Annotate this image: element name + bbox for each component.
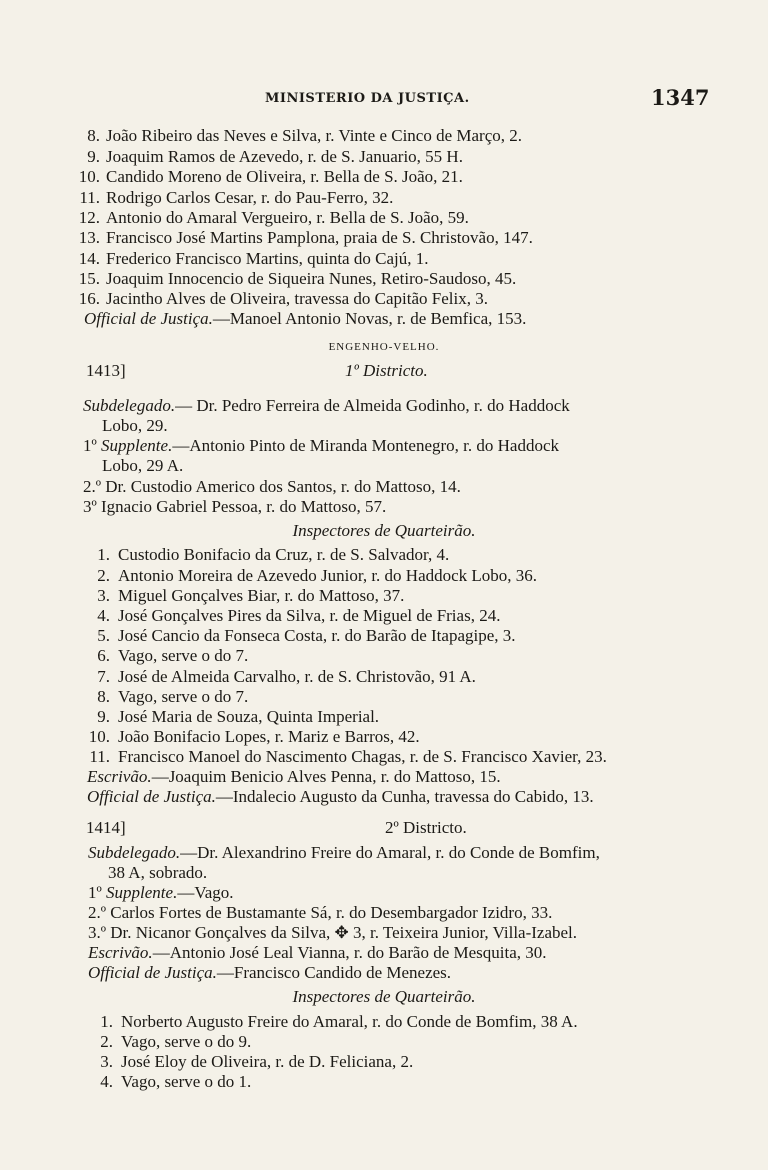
supplente-cont: Lobo, 29 A. [102,456,184,475]
supplente-entry: 2.º Carlos Fortes de Bustamante Sá, r. do Desembargador Izidro, 33. [88,903,553,922]
supplente-entry: 1º Supplente.—Vago. [88,883,234,902]
list-item: 7. José de Almeida Carvalho, r. de S. Christovão, 91 A. [97,667,476,686]
inspectores-heading: Inspectores de Quarteirão. [292,521,476,540]
running-title: MINISTERIO DA JUSTIÇA. [265,91,470,106]
list-item: 3. Miguel Gonçalves Biar, r. do Mattoso, 37. [97,586,405,605]
list-item: 6. Vago, serve o do 7. [97,646,249,665]
list-item: 11. Francisco Manoel do Nascimento Chagas, r. de S. Francisco Xavier, 23. [89,747,607,766]
escrivao-entry: Escrivão.—Antonio José Leal Vianna, r. do Barão de Mesquita, 30. [88,943,547,962]
district-title: 2º Districto. [385,818,467,837]
district-title: 1º Districto. [345,361,428,380]
supplente-entry: 3º Ignacio Gabriel Pessoa, r. do Mattoso, 57. [83,497,387,516]
list-item: 3. José Eloy de Oliveira, r. de D. Feliciana, 2. [100,1052,414,1071]
subdelegado-entry: Subdelegado.— Dr. Pedro Ferreira de Almeida Godinho, r. do Haddock [83,396,570,415]
list-item: 5. José Cancio da Fonseca Costa, r. do Barão de Itapagipe, 3. [97,626,516,645]
inspectores-heading: Inspectores de Quarteirão. [292,987,476,1006]
list-item: 9. José Maria de Souza, Quinta Imperial. [97,707,380,726]
official-entry: Official de Justiça.—Francisco Candido de Menezes. [88,963,452,982]
list-item: 14. Frederico Francisco Martins, quinta do Cajú, 1. [78,249,429,268]
official-entry: Official de Justiça.—Indalecio Augusto da Cunha, travessa do Cabido, 13. [87,787,594,806]
list-item: 9. Joaquim Ramos de Azevedo, r. de S. Januario, 55 H. [87,147,463,166]
escrivao-entry: Escrivão.—Joaquim Benicio Alves Penna, r. do Mattoso, 15. [87,767,501,786]
page-header [0,85,768,115]
official-entry: Official de Justiça.—Manoel Antonio Novas, r. de Bemfica, 153. [84,309,527,328]
supplente-entry: 1º Supplente.—Antonio Pinto de Miranda Montenegro, r. do Haddock [83,436,560,455]
list-item: 8. João Ribeiro das Neves e Silva, r. Vinte e Cinco de Março, 2. [87,126,523,145]
list-item: 13. Francisco José Martins Pamplona, praia de S. Christovão, 147. [78,228,533,247]
list-item: 1. Custodio Bonifacio da Cruz, r. de S. Salvador, 4. [97,545,450,564]
page-number: 1347 [651,85,710,110]
reference-number: 1414] [86,818,126,837]
list-item: 2. Antonio Moreira de Azevedo Junior, r. do Haddock Lobo, 36. [97,566,538,585]
list-item: 8. Vago, serve o do 7. [97,687,249,706]
list-item: 2. Vago, serve o do 9. [100,1032,252,1051]
subdelegado-cont: 38 A, sobrado. [108,863,208,882]
subdelegado-entry: Subdelegado.—Dr. Alexandrino Freire do Amaral, r. do Conde de Bomfim, [88,843,600,862]
list-item: 11. Rodrigo Carlos Cesar, r. do Pau-Ferro, 32. [79,188,394,207]
reference-number: 1413] [86,361,126,380]
list-item: 10. Candido Moreno de Oliveira, r. Bella de S. João, 21. [78,167,463,186]
subdelegado-cont: Lobo, 29. [102,416,168,435]
list-item: 10. João Bonifacio Lopes, r. Mariz e Barros, 42. [88,727,420,746]
list-item: 12. Antonio do Amaral Vergueiro, r. Bella de S. João, 59. [78,208,469,227]
list-item: 4. José Gonçalves Pires da Silva, r. de Miguel de Frias, 24. [97,606,501,625]
supplente-entry: 3.º Dr. Nicanor Gonçalves da Silva, ✥ 3, r. Teixeira Junior, Villa-Izabel. [88,923,578,942]
section-title: ENGENHO-VELHO. [328,341,440,353]
supplente-entry: 2.º Dr. Custodio Americo dos Santos, r. do Mattoso, 14. [83,477,461,496]
list-item: 4. Vago, serve o do 1. [100,1072,252,1091]
list-item: 1. Norberto Augusto Freire do Amaral, r. do Conde de Bomfim, 38 A. [100,1012,578,1031]
list-item: 16. Jacintho Alves de Oliveira, travessa do Capitão Felix, 3. [78,289,488,308]
list-item: 15. Joaquim Innocencio de Siqueira Nunes, Retiro-Saudoso, 45. [78,269,517,288]
